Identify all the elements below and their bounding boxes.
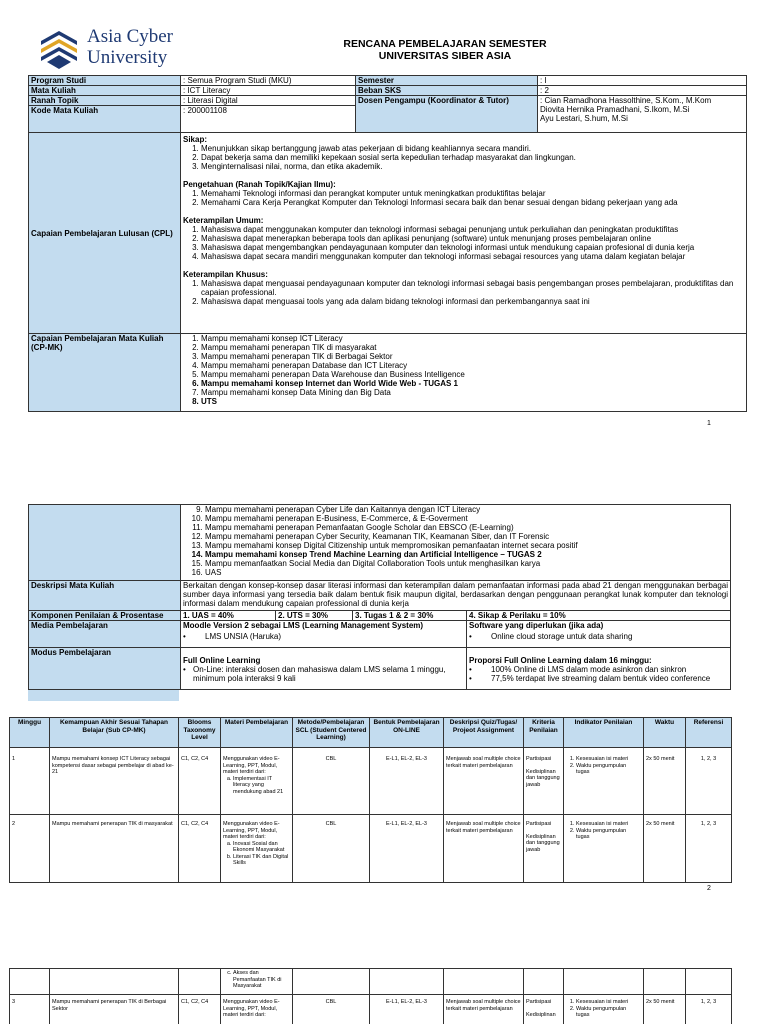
info-row-matakuliah	[29, 86, 747, 96]
rps-page2-table	[28, 504, 731, 690]
materi: Menggunakan video E-Learning, PPT, Modul, materi terdiri dari:	[221, 995, 293, 1024]
cpmk-item: 2. Mampu memahami penerapan TIK di masyarakat	[201, 343, 744, 352]
materi-item: c. Akses dan Pemanfaatan TIK di Masyarakat	[233, 970, 290, 990]
komponen-uts: 2. UTS = 30%	[276, 611, 353, 621]
sub-cpmk: Mampu memahami penerapan TIK di Berbagai Sektor	[50, 995, 179, 1024]
media-label: Media Pembelajaran	[29, 621, 181, 648]
kriteria-2: Kedisiplinan dan tanggung jawab	[526, 768, 560, 788]
cpmk-continued-label	[29, 505, 181, 581]
sub-cpmk: Mampu memahami penerapan TIK di masyarakat	[50, 815, 179, 883]
cpmk-item: 15. Mampu memanfaatkan Social Media dan Digital Collaboration Tools untuk menghasilkan karya	[205, 559, 728, 568]
cpmk-item: 11. Mampu memahami penerapan Pemanfaatan Google Scholar dan EBSCO (E-Learning)	[205, 523, 728, 532]
schedule-header-row	[10, 718, 732, 748]
deskripsi-tugas: Menjawab soal multiple choice terkait materi pembelajaran	[444, 815, 524, 883]
metode: CBL	[293, 815, 370, 883]
pengetahuan-item: 2. Memahami Cara Kerja Perangkat Komputer dan Teknologi Informasi secara baik dan benar sesuai dengan bidang pekerjaan yang ada	[201, 198, 744, 207]
komponen-label: Komponen Penilaian & Prosentase	[29, 611, 181, 621]
cpl-content	[181, 133, 747, 334]
program-studi-value: : Semua Program Studi (MKU)	[181, 76, 356, 86]
table-row	[10, 748, 732, 815]
info-row-program	[29, 76, 747, 86]
media-right-item: • Online cloud storage untuk data sharing	[469, 632, 728, 641]
beban-sks-label: Beban SKS	[356, 86, 538, 96]
bloom-level: C1, C2, C4	[179, 748, 221, 815]
cpmk-item: 13. Mampu memahami konsep Digital Citizenship untuk mempromosikan pemanfaatan internet secara positif	[205, 541, 728, 550]
komponen-uas: 1. UAS = 40%	[181, 611, 276, 621]
rps-page1-table	[28, 75, 747, 412]
umum-item: 4. Mahasiswa dapat secara mandiri menggunakan komputer dan teknologi informasi sebagai resources yang utama dalam kegiatan belajar	[201, 252, 744, 261]
cpmk-item: 8. UTS	[201, 397, 744, 406]
dosen-label: Dosen Pengampu (Koordinator & Tutor)	[356, 96, 538, 133]
table-row-continued	[10, 969, 732, 995]
modus-left	[181, 648, 467, 690]
col-indikator: Indikator Penilaian	[564, 718, 644, 748]
dosen-2: Diovita Hernika Pramadhani, S.Ikom, M.Si	[540, 105, 690, 114]
materi	[221, 815, 293, 883]
bentuk: E-L1, EL-2, EL-3	[370, 995, 444, 1024]
cpl-row	[29, 133, 747, 334]
materi-item: a. Inovasi Sosial dan Ekonomi Masyarakat	[233, 841, 290, 854]
sikap-item: 1. Menunjukkan sikap bertanggung jawab atas pekerjaan di bidang keahliannya secara mandiri.	[201, 144, 744, 153]
bloom-level: C1, C2, C4	[179, 995, 221, 1024]
materi-continued	[221, 969, 293, 995]
indikator-list	[566, 821, 641, 841]
cpmk-content	[181, 334, 747, 412]
logo-line-1: Asia Cyber	[87, 26, 174, 47]
keterampilan-umum-heading: Keterampilan Umum:	[183, 216, 264, 225]
university-shield-icon	[38, 28, 80, 70]
modus-left-heading: Full Online Learning	[183, 656, 261, 665]
cpmk-continued-row	[29, 505, 731, 581]
keterampilan-khusus-list	[183, 279, 744, 306]
title-line-2: UNIVERSITAS SIBER ASIA	[378, 50, 512, 62]
university-logo	[38, 26, 178, 72]
komponen-tugas: 3. Tugas 1 & 2 = 30%	[353, 611, 467, 621]
indikator-item: 2. Waktu pengumpulan tugas	[576, 1006, 641, 1019]
materi-list	[223, 841, 290, 867]
cpmk-list-page1	[183, 334, 744, 406]
sub-cpmk: Mampu memahami konsep ICT Literacy sebagai kompetensi dasar sebagai pembelajar di abad ke-21	[50, 748, 179, 815]
media-row	[29, 621, 731, 648]
metode: CBL	[293, 748, 370, 815]
mata-kuliah-value: : ICT Literacy	[181, 86, 356, 96]
cpmk-row	[29, 334, 747, 412]
week-number: 1	[10, 748, 50, 815]
indikator	[564, 995, 644, 1024]
keterampilan-umum-list	[183, 225, 744, 261]
col-blooms: Blooms Taxonomy Level	[179, 718, 221, 748]
media-left-item: • LMS UNSIA (Haruka)	[183, 632, 464, 641]
table-row	[10, 815, 732, 883]
deskripsi-text: Berkaitan dengan konsep-konsep dasar literasi informasi dan keterampilan dalam pemanfaatan informasi pada abad 21 dengan menggunakan berbagai sumber daya informasi yang tersedia baik dalam bentuk fisik maupun digital, berdasarkan dengan penggunaan perangkat lunak komputer dan teknologi informasi dalam mendukung capaian professional di dunia kerja	[181, 581, 731, 611]
modus-left-item: • On-Line: interaksi dosen dan mahasiswa dalam LMS selama 1 minggu, minimum pola interaksi 9 kali	[183, 665, 464, 683]
umum-item: 3. Mahasiswa dapat mengembangkan pendayagunaan komputer dan teknologi informasi untuk mendukung capaian profesional di dunia kerja	[201, 243, 744, 252]
komponen-row	[29, 611, 731, 621]
komponen-sikap: 4. Sikap & Perilaku = 10%	[467, 611, 731, 621]
kode-mk-value: : 200001108	[181, 106, 356, 133]
materi-item: b. Literasi TIK dan Digital Skills	[233, 854, 290, 867]
weekly-schedule-table	[9, 717, 732, 883]
indikator-item: 2. Waktu pengumpulan tugas	[576, 828, 641, 841]
deskripsi-tugas: Menjawab soal multiple choice terkait materi pembelajaran	[444, 995, 524, 1024]
page-number: 1	[707, 420, 711, 427]
col-waktu: Waktu	[644, 718, 686, 748]
modus-right-item: • 77,5% terdapat live streaming dalam bentuk video conference	[469, 674, 728, 683]
col-minggu: Minggu	[10, 718, 50, 748]
week-number: 2	[10, 815, 50, 883]
program-studi-label: Program Studi	[29, 76, 181, 86]
col-referensi: Referensi	[686, 718, 732, 748]
logo-line-2: University	[87, 47, 168, 68]
kode-mk-label: Kode Mata Kuliah	[29, 106, 181, 133]
referensi: 1, 2, 3	[686, 995, 732, 1024]
week-number: 3	[10, 995, 50, 1024]
waktu: 2x 50 menit	[644, 748, 686, 815]
modus-left-list	[183, 665, 464, 683]
khusus-item: 1. Mahasiswa dapat menguasai pendayagunaan komputer dan teknologi informasi sebagai basis pengembangan proses pembelajaran, produktifitas dan capaian professional.	[201, 279, 744, 297]
col-deskripsi: Deskripsi Quiz/Tugas/ Projeot Assignment	[444, 718, 524, 748]
cpmk-label: Capaian Pembelajaran Mata Kuliah (CP-MK)	[29, 334, 181, 412]
col-metode: Metode/Pembelajaran SCL (Student Centered Learning)	[293, 718, 370, 748]
col-materi: Materi Pembelajaran	[221, 718, 293, 748]
title-line-1: RENCANA PEMBELAJARAN SEMESTER	[343, 38, 547, 50]
bentuk: E-L1, EL-2, EL-3	[370, 815, 444, 883]
label-column-band	[28, 690, 179, 701]
deskripsi-row	[29, 581, 731, 611]
bentuk: E-L1, EL-2, EL-3	[370, 748, 444, 815]
dosen-1: : Cian Ramadhona Hassolthine, S.Kom., M.Kom	[540, 96, 712, 105]
kriteria-1: Partisipasi	[526, 999, 552, 1005]
weekly-schedule-table-continued	[9, 968, 732, 1024]
semester-value: : I	[538, 76, 747, 86]
media-right-heading: Software yang diperlukan (jika ada)	[469, 621, 604, 630]
metode: CBL	[293, 995, 370, 1024]
dosen-value	[538, 96, 747, 133]
umum-item: 1. Mahasiswa dapat menggunakan komputer dan teknologi informasi sebagai penunjang untuk perkuliahan dan peningkatan produktifitas	[201, 225, 744, 234]
modus-row	[29, 648, 731, 690]
cpmk-item: 5. Mampu memahami penerapan Data Warehouse dan Business Intelligence	[201, 370, 744, 379]
cpmk-item: 14. Mampu memahami konsep Trend Machine Learning dan Artificial Intelligence – TUGAS 2	[205, 550, 728, 559]
indikator	[564, 748, 644, 815]
materi-intro: Menggunakan video E-Learning, PPT, Modul, materi terdiri dari:	[223, 756, 280, 775]
waktu: 2x 50 menit	[644, 995, 686, 1024]
sikap-list	[183, 144, 744, 171]
cpmk-item: 7. Mampu memahami konsep Data Mining dan Big Data	[201, 388, 744, 397]
beban-sks-value: : 2	[538, 86, 747, 96]
cpmk-item: 1. Mampu memahami konsep ICT Literacy	[201, 334, 744, 343]
modus-right	[467, 648, 731, 690]
media-left-heading: Moodle Version 2 sebagai LMS (Learning Management System)	[183, 621, 424, 630]
dosen-3: Ayu Lestari, S.hum, M.Si	[540, 114, 628, 123]
cpmk-item: 6. Mampu memahami konsep Internet dan World Wide Web - TUGAS 1	[201, 379, 744, 388]
cpl-label: Capaian Pembelajaran Lulusan (CPL)	[29, 133, 181, 334]
materi	[221, 748, 293, 815]
modus-right-item: • 100% Online di LMS dalam mode asinkron dan sinkron	[469, 665, 728, 674]
kriteria-2: Kedisiplinan	[526, 1011, 556, 1018]
waktu: 2x 50 menit	[644, 815, 686, 883]
cpmk-item: 12. Mampu memahami penerapan Cyber Security, Keamanan TIK, Keamanan Siber, dan IT Forensic	[205, 532, 728, 541]
materi-item: a. Implementasi IT literacy yang mendukung abad 21	[233, 776, 290, 796]
pengetahuan-heading: Pengetahuan (Ranah Topik/Kajian Ilmu):	[183, 180, 336, 189]
col-kriteria: Kriteria Penilaian	[524, 718, 564, 748]
umum-item: 2. Mahasiswa dapat menerapkan beberapa tools dan aplikasi penunjang (software) untuk menunjang proses pembelajaran online	[201, 234, 744, 243]
media-right-list	[469, 632, 728, 641]
mata-kuliah-label: Mata Kuliah	[29, 86, 181, 96]
modus-label: Modus Pembelajaran	[29, 648, 181, 690]
bloom-level: C1, C2, C4	[179, 815, 221, 883]
ranah-topik-value: : Literasi Digital	[181, 96, 356, 106]
cpmk-item: 10. Mampu memahami penerapan E-Business, E-Commerce, & E-Goverment	[205, 514, 728, 523]
pengetahuan-item: 1. Memahami Teknologi informasi dan perangkat komputer untuk meningkatkan produktifitas belajar	[201, 189, 744, 198]
col-bentuk: Bentuk Pembelajaran ON-LINE	[370, 718, 444, 748]
kriteria	[524, 995, 564, 1024]
sikap-item: 3. Menginternalisasi nilai, norma, dan etika akademik.	[201, 162, 744, 171]
ranah-topik-label: Ranah Topik	[29, 96, 181, 106]
indikator-list	[566, 756, 641, 776]
indikator	[564, 815, 644, 883]
cpmk-item: 3. Mampu memahami penerapan TIK di Berbagai Sektor	[201, 352, 744, 361]
cpmk-list-page2	[183, 505, 728, 577]
cpmk-item: 4. Mampu memahami penerapan Database dan ICT Literacy	[201, 361, 744, 370]
kriteria-1: Partisipasi	[526, 756, 552, 762]
kriteria-2: Kedisiplinan dan tanggung jawab	[526, 833, 560, 853]
modus-right-heading: Proporsi Full Online Learning dalam 16 minggu:	[469, 656, 652, 665]
indikator-list	[566, 999, 641, 1019]
info-row-ranah	[29, 96, 747, 106]
indikator-item: 1. Kesesuaian isi materi	[576, 821, 641, 828]
media-right	[467, 621, 731, 648]
media-left	[181, 621, 467, 648]
kriteria-1: Partisipasi	[526, 821, 552, 827]
khusus-item: 2. Mahasiswa dapat menguasai tools yang ada dalam bidang teknologi informasi dan perkembangannya saat ini	[201, 297, 744, 306]
deskripsi-tugas: Menjawab soal multiple choice terkait materi pembelajaran	[444, 748, 524, 815]
cpmk-item: 16. UAS	[205, 568, 728, 577]
table-row	[10, 995, 732, 1024]
semester-label: Semester	[356, 76, 538, 86]
indikator-item: 1. Kesesuaian isi materi	[576, 756, 641, 763]
materi-list	[223, 970, 290, 990]
col-kemampuan: Kemampuan Akhir Sesuai Tahapan Belajar (Sub CP-MK)	[50, 718, 179, 748]
deskripsi-label: Deskripsi Mata Kuliah	[29, 581, 181, 611]
materi-intro: Menggunakan video E-Learning, PPT, Modul, materi terdiri dari:	[223, 821, 280, 840]
page-number: 2	[707, 885, 711, 892]
materi-list	[223, 776, 290, 796]
document-title	[300, 38, 590, 62]
kriteria	[524, 815, 564, 883]
referensi: 1, 2, 3	[686, 815, 732, 883]
referensi: 1, 2, 3	[686, 748, 732, 815]
kriteria	[524, 748, 564, 815]
pengetahuan-list	[183, 189, 744, 207]
indikator-item: 2. Waktu pengumpulan tugas	[576, 763, 641, 776]
cpmk-continued-content	[181, 505, 731, 581]
indikator-item: 1. Kesesuaian isi materi	[576, 999, 641, 1006]
sikap-heading: Sikap:	[183, 135, 208, 144]
sikap-item: 2. Dapat bekerja sama dan memiliki kepekaan sosial serta kepedulian terhadap masyarakat dan lingkungan.	[201, 153, 744, 162]
cpmk-item: 9. Mampu memahami penerapan Cyber Life dan Kaitannya dengan ICT Literacy	[205, 505, 728, 514]
media-left-list	[183, 632, 464, 641]
modus-right-list	[469, 665, 728, 683]
keterampilan-khusus-heading: Keterampilan Khusus:	[183, 270, 268, 279]
